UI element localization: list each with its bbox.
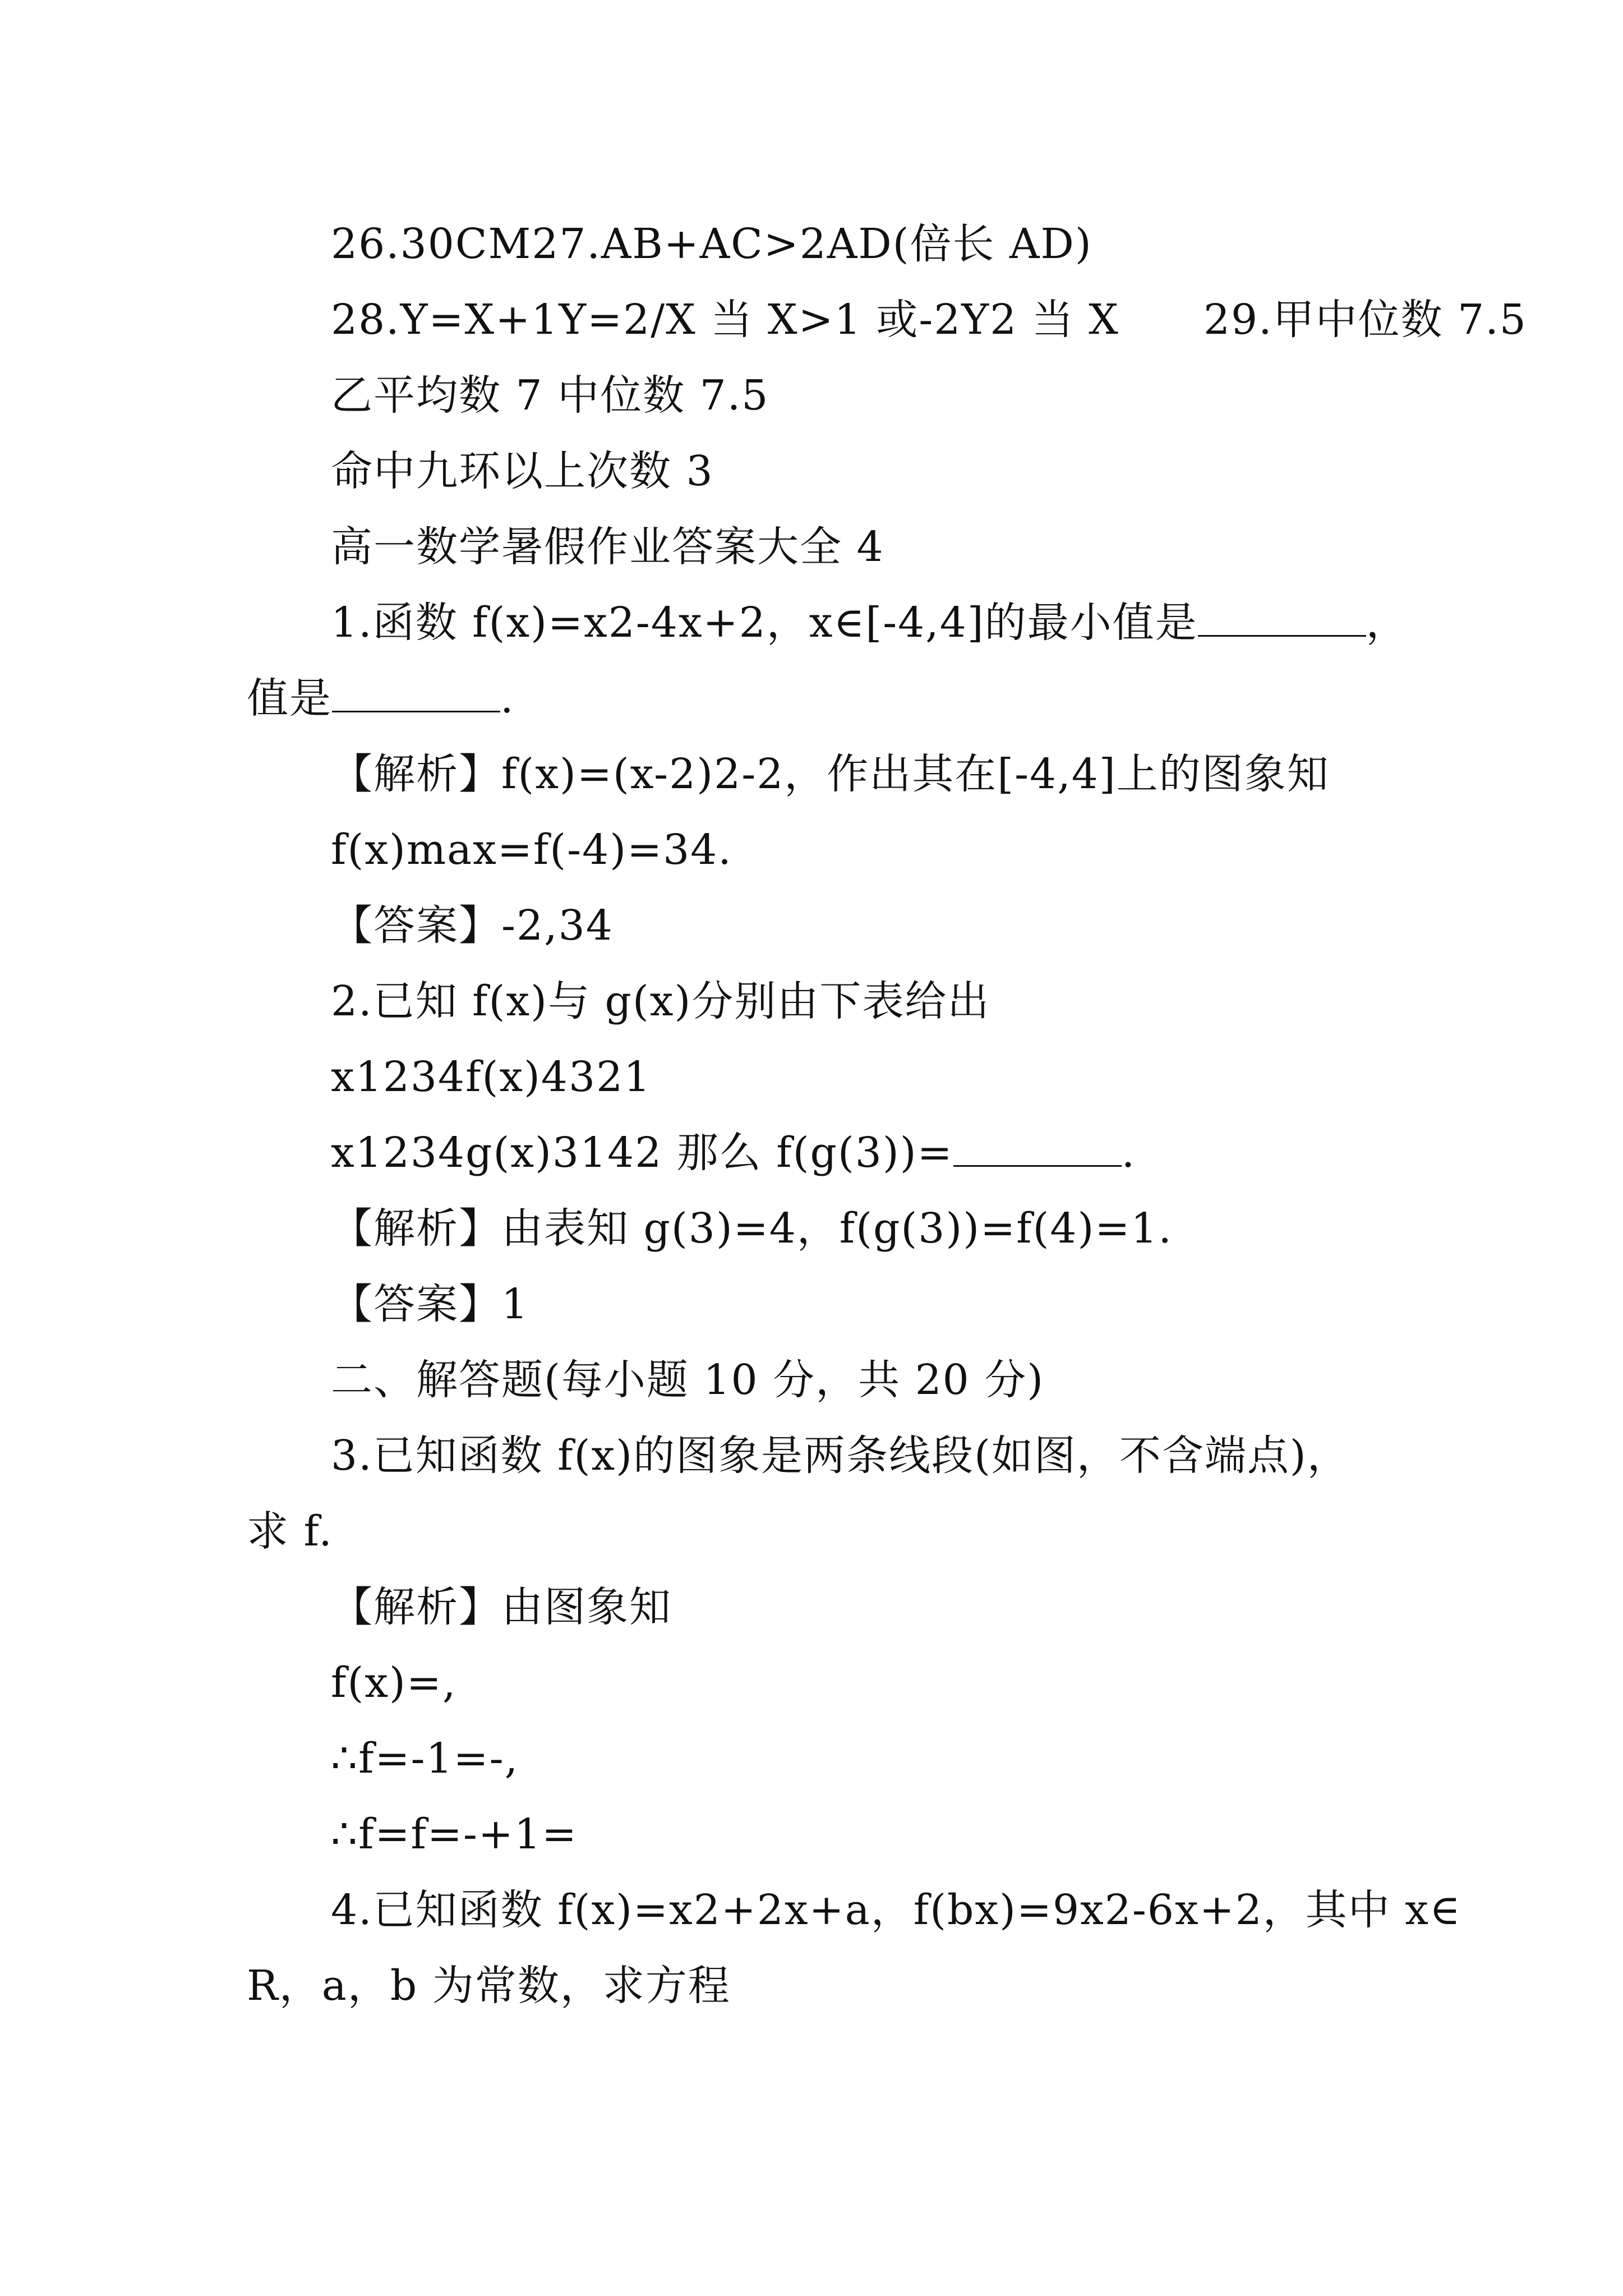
section-title: 高一数学暑假作业答案大全 4: [331, 523, 884, 571]
question-1: [331, 595, 1409, 651]
question-1-comma: ，: [1366, 599, 1409, 647]
answer-line-26-27: 26.30CM27.AB+AC>2AD(倍长 AD): [331, 220, 1092, 268]
analysis-2: 【解析】由表知 g(3)=4，f(g(3))=f(4)=1.: [331, 1204, 1173, 1253]
answer-1: 【答案】-2,34: [331, 901, 614, 950]
answer-2: 【答案】1: [331, 1280, 529, 1328]
analysis-3-fx: f(x)=,: [331, 1659, 457, 1707]
question-1-period: .: [500, 674, 515, 723]
table-g-period: .: [1121, 1129, 1136, 1177]
answer-blank: [953, 1126, 1122, 1167]
answer-line-hits: 命中九环以上次数 3: [331, 447, 714, 495]
answer-blank: [1198, 596, 1366, 637]
answer-blank: [332, 671, 500, 712]
analysis-1: 【解析】f(x)=(x-2)2-2，作出其在[-4,4]上的图象知: [331, 750, 1330, 798]
question-4-cont: R，a，b 为常数，求方程: [247, 1962, 731, 2010]
analysis-3: 【解析】由图象知: [331, 1583, 672, 1631]
section-heading-2: 二、解答题(每小题 10 分，共 20 分): [331, 1356, 1045, 1404]
question-4: 4.已知函数 f(x)=x2+2x+a，f(bx)=9x2-6x+2，其中 x∈: [331, 1886, 1461, 1934]
analysis-3-step2: ∴f=f=-+1=: [331, 1810, 578, 1858]
answer-29: 29.甲中位数 7.5: [1203, 296, 1527, 344]
question-3-cont: 求 f.: [247, 1507, 333, 1556]
question-1-cont-text: 值是: [247, 674, 332, 723]
answer-28: 28.Y=X+1Y=2/X 当 X>1 或-2Y2 当 X: [331, 296, 1119, 344]
answer-line-28-29: [331, 292, 1527, 348]
analysis-3-step1: ∴f=-1=-,: [331, 1734, 519, 1783]
question-1-text: 1.函数 f(x)=x2-4x+2，x∈[-4,4]的最小值是: [331, 599, 1198, 647]
analysis-1-cont: f(x)max=f(-4)=34.: [331, 826, 732, 874]
table-f: x1234f(x)4321: [331, 1053, 652, 1101]
table-g-text: x1234g(x)3142 那么 f(g(3))=: [331, 1129, 953, 1177]
question-3: 3.已知函数 f(x)的图象是两条线段(如图，不含端点)，: [331, 1432, 1350, 1480]
answer-line-yi: 乙平均数 7 中位数 7.5: [331, 371, 769, 420]
table-g: [331, 1125, 1136, 1181]
question-1-cont: [247, 670, 515, 726]
question-2: 2.已知 f(x)与 g(x)分别由下表给出: [331, 977, 990, 1025]
